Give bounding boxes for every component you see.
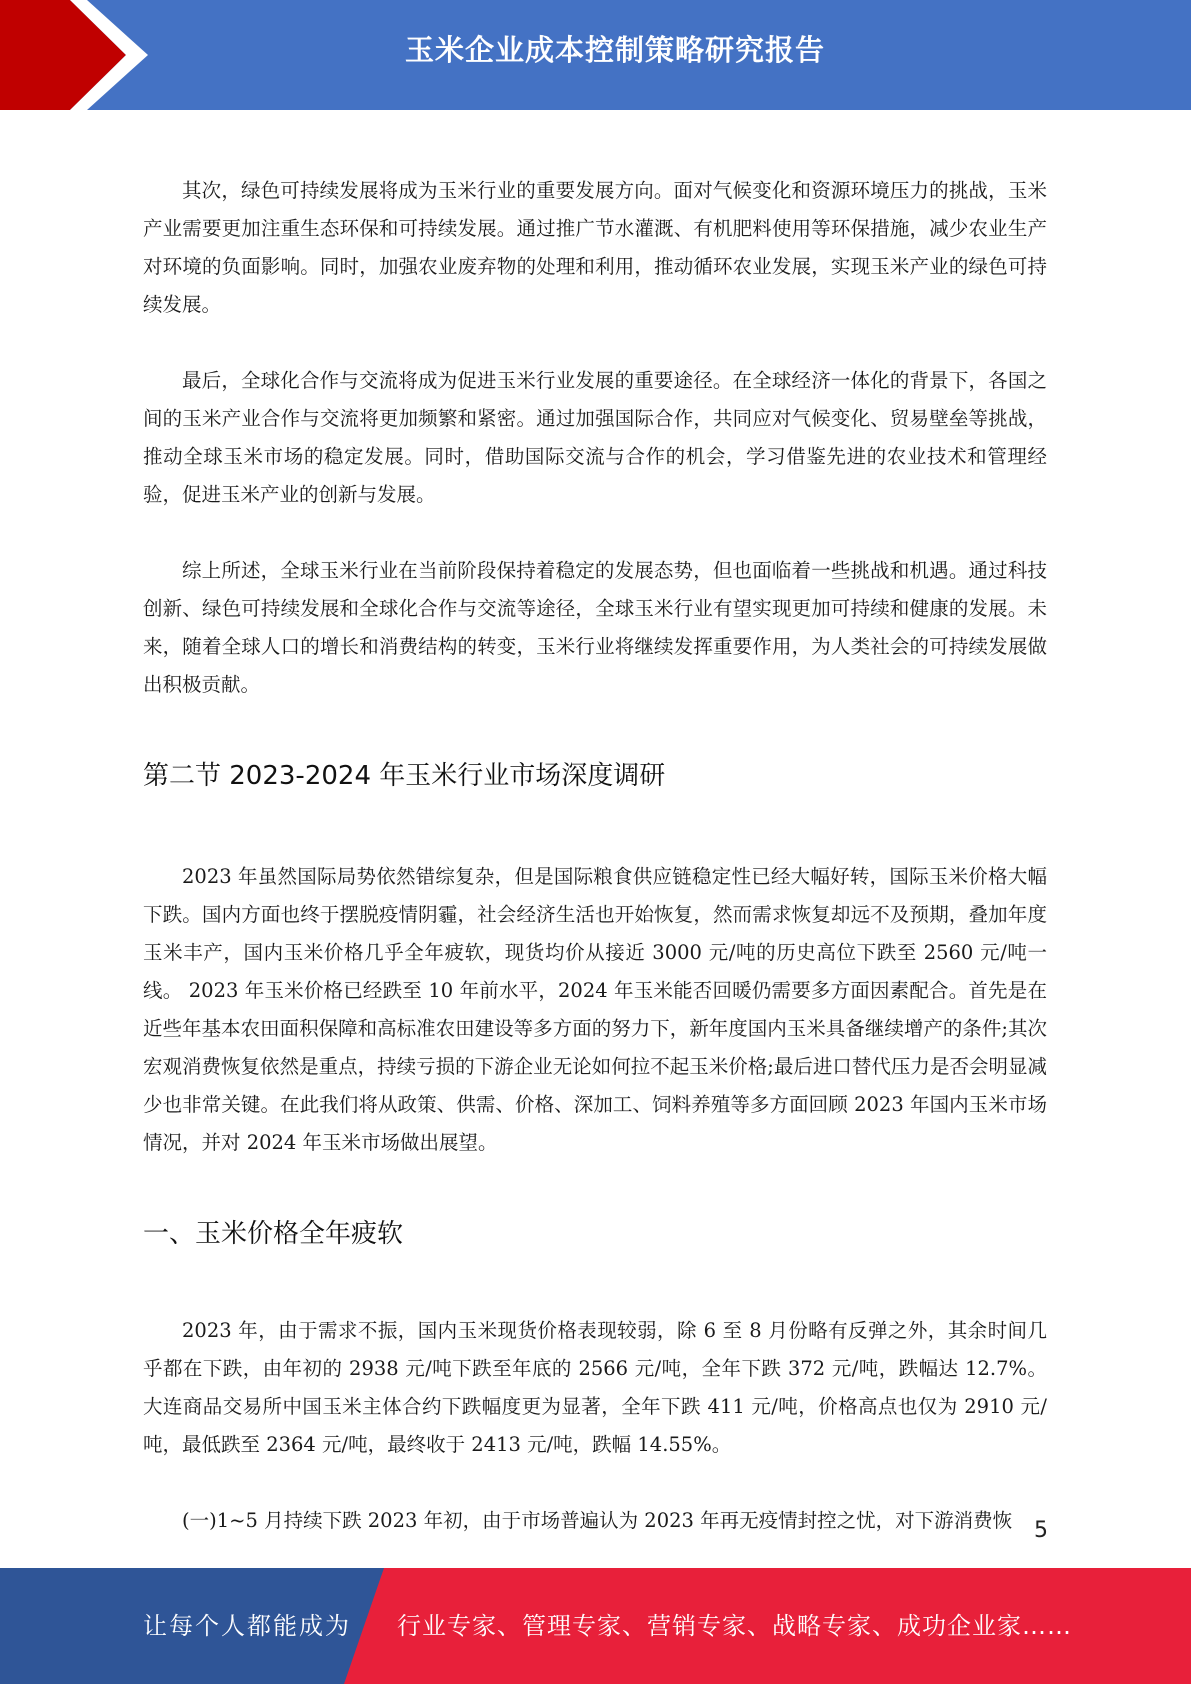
paragraph: (一)1~5 月持续下跌 2023 年初，由于市场普遍认为 2023 年再无疫情封控之忧，对下游消费恢 bbox=[182, 1509, 1013, 1532]
paragraph: 2023 年，由于需求不振，国内玉米现货价格表现较弱，除 6 至 8 月份略有反弹之外，其余时间几乎都在下跌，由年初的 2938 元/吨下跌至年底的 2566 元/吨，全年下跌 372 元/吨，跌幅达 12.7%。大连商品交易所中国玉米主体合约下跌幅度更为显著，全年下跌 411 元/吨，价格高点也仅为 2910 元/ 吨，最低跌至 2364 元/吨，最终收于 2413 元/吨，跌幅 14.55%。 bbox=[143, 1319, 1047, 1456]
subsection-heading: 一、玉米价格全年疲软 bbox=[143, 1219, 404, 1249]
footer-slogan-right: 行业专家、管理专家、营销专家、战略专家、成功企业家…… bbox=[397, 1612, 1072, 1640]
page-footer bbox=[0, 1568, 1191, 1684]
paragraph: 最后，全球化合作与交流将成为促进玉米行业发展的重要途径。在全球经济一体化的背景下，各国之间的玉米产业合作与交流将更加频繁和紧密。通过加强国际合作，共同应对气候变化、贸易壁垒等挑战，推动全球玉米市场的稳定发展。同时，借助国际交流与合作的机会，学习借鉴先进的农业技术和管理经验，促进玉米产业的创新与发展。 bbox=[143, 369, 1047, 506]
page-number: 5 bbox=[1034, 1518, 1048, 1543]
section-heading: 第二节 2023-2024 年玉米行业市场深度调研 bbox=[143, 761, 666, 791]
paragraph: 其次，绿色可持续发展将成为玉米行业的重要发展方向。面对气候变化和资源环境压力的挑战，玉米产业需要更加注重生态环保和可持续发展。通过推广节水灌溉、有机肥料使用等环保措施，减少农业生产对环境的负面影响。同时，加强农业废弃物的处理和利用，推动循环农业发展，实现玉米产业的绿色可持续发展。 bbox=[143, 179, 1047, 316]
page-header bbox=[0, 0, 1191, 110]
page-content bbox=[143, 172, 1047, 1540]
paragraph: 2023 年虽然国际局势依然错综复杂，但是国际粮食供应链稳定性已经大幅好转，国际玉米价格大幅下跌。国内方面也终于摆脱疫情阴霾，社会经济生活也开始恢复，然而需求恢复却远不及预期，叠加年度玉米丰产，国内玉米价格几乎全年疲软，现货均价从接近 3000 元/吨的历史高位下跌至 2560 元/吨一线。 2023 年玉米价格已经跌至 10 年前水平，2024 年玉米能否回暖仍需要多方面因素配合。首先是在近些年基本农田面积保障和高标准农田建设等多方面的努力下，新年度国内玉米具备继续增产的条件;其次宏观消费恢复依然是重点，持续亏损的下游企业无论如何拉不起玉米价格;最后进口替代压力是否会明显减少也非常关键。在此我们将从政策、供需、价格、深加工、饲料养殖等多方面回顾 2023 年国内玉米市场情况，并对 2024 年玉米市场做出展望。 bbox=[143, 865, 1047, 1154]
footer-slogan-left: 让每个人都能成为 bbox=[143, 1612, 351, 1640]
paragraph: 综上所述，全球玉米行业在当前阶段保持着稳定的发展态势，但也面临着一些挑战和机遇。通过科技创新、绿色可持续发展和全球化合作与交流等途径，全球玉米行业有望实现更加可持续和健康的发展。未来，随着全球人口的增长和消费结构的转变，玉米行业将继续发挥重要作用，为人类社会的可持续发展做出积极贡献。 bbox=[143, 559, 1047, 696]
document-title: 玉米企业成本控制策略研究报告 bbox=[404, 33, 825, 67]
